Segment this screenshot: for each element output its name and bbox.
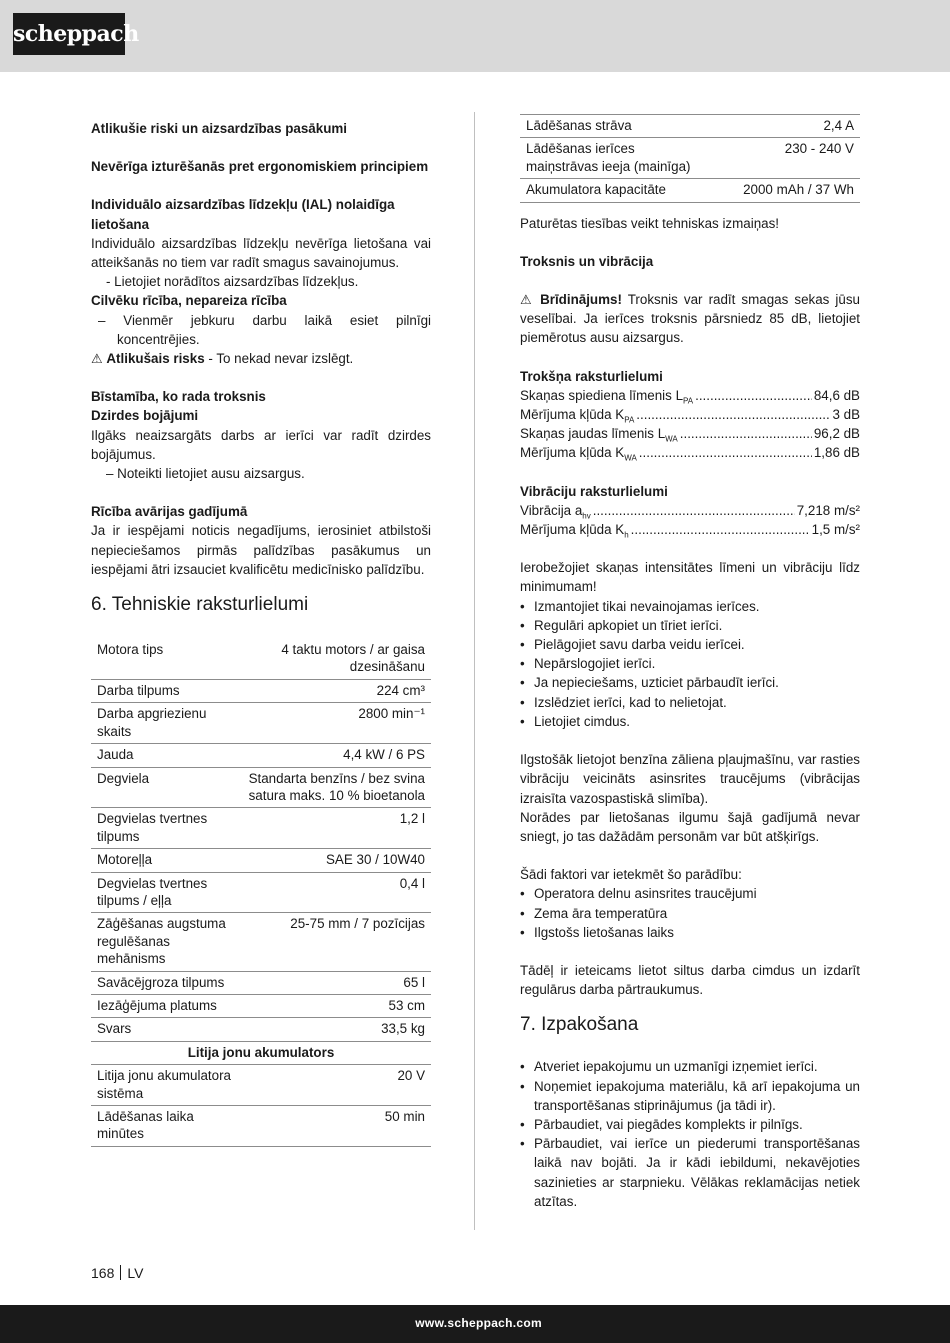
charger-specs-table <box>520 114 860 203</box>
spec-label: Motora tips <box>91 637 241 679</box>
column-divider <box>474 112 475 1230</box>
table-subheader <box>91 1041 431 1064</box>
heading-residual-risks: Atlikušie riski un aizsardzības pasākumi <box>91 121 348 136</box>
spec-label: Degvielas tvertnes tilpums <box>91 808 241 849</box>
table-row <box>91 1106 431 1147</box>
list-item-ppe: - Lietojiet norādītos aizsardzības līdzekļus. <box>106 274 359 290</box>
warning-icon: ⚠ <box>520 292 534 308</box>
noise-label: Skaņas jaudas līmenis $L_{WA}$ <box>520 426 678 444</box>
paragraph-limit: Ierobežojiet skaņas intensitātes līmeni un vibrāciju līdz minimumam! <box>520 560 860 595</box>
list-item: • Noņemiet iepakojuma materiālu, kā arī iepakojuma un transportēšanas stiprinājumus (ja tādi ir). <box>520 1077 860 1115</box>
heading-hearing-damage: Dzirdes bojājumi <box>91 408 199 424</box>
spec-value: 1,2 l <box>241 808 431 849</box>
spec-label: Degviela <box>91 767 241 808</box>
table-row <box>91 971 431 994</box>
residual-risk-line <box>91 349 431 368</box>
table-row <box>520 138 860 179</box>
heading-ergonomics: Nevērīga izturēšanās pret ergonomiskiem principiem <box>91 159 429 175</box>
noise-label: Mērījuma kļūda $K_{WA}$ <box>520 445 637 464</box>
list-item: • Atveriet iepakojumu un uzmanīgi izņemiet ierīci. <box>520 1057 860 1076</box>
table-row <box>91 679 431 702</box>
list-item: • Operatora delnu asinsrites traucējumi <box>520 884 860 903</box>
table-row <box>91 637 431 679</box>
table-row <box>91 849 431 872</box>
right-column <box>520 114 860 1211</box>
heading-ppe: Individuālo aizsardzības līdzekļu (IAL) nolaidīga lietošana <box>91 197 395 232</box>
paragraph-hearing: Ilgāks neaizsargāts darbs ar ierīci var radīt dzirdes bojājumus. <box>91 427 431 462</box>
vibration-label: Mērījuma kļūda $K_h$ <box>520 522 629 540</box>
spec-label: Akumulatora kapacitāte <box>520 179 697 202</box>
warning-icon: ⚠ <box>91 351 103 367</box>
list-item: • Pārbaudiet, vai piegādes komplekts ir pilnīgs. <box>520 1115 860 1134</box>
list-item: • Regulāri apkopiet un tīriet ierīci. <box>520 616 860 635</box>
list-item: • Zema āra temperatūra <box>520 904 860 923</box>
paragraph-rights: Paturētas tiesības veikt tehniskas izmaiņas! <box>520 215 780 231</box>
section-6-title: 6. Tehniskie raksturlielumi <box>91 594 309 616</box>
warning-paragraph <box>520 290 860 348</box>
spec-label: Lādēšanas laika minūtes <box>91 1106 241 1147</box>
table-row <box>520 179 860 202</box>
list-item <box>520 501 860 520</box>
spec-value: 20 V <box>241 1065 431 1106</box>
spec-value: 2,4 A <box>697 115 860 138</box>
paragraph-emergency: Ja ir iespējami noticis negadījums, ierosiniet atbilstoši nepieciešamos pirmās palīdzības pasākumus un iespējami ātri izsauciet kvalificētu medicīnisko palīdzību. <box>91 523 431 577</box>
battery-header: Litija jonu akumulators <box>91 1041 431 1064</box>
spec-label: Lādēšanas strāva <box>520 115 697 138</box>
spec-label: Iezāģējuma platums <box>91 994 241 1017</box>
spec-value: 53 cm <box>241 994 431 1017</box>
vibration-label: Vibrācija $a_{hv}$ <box>520 502 591 521</box>
page-header <box>0 0 950 72</box>
spec-value: 4 taktu motors / ar gaisa dzesināšanu <box>241 637 431 679</box>
paragraph-factors: Šādi faktori var ietekmēt šo parādību: <box>520 867 742 883</box>
heading-human-behavior: Cilvēku rīcība, nepareiza rīcība <box>91 293 287 309</box>
table-row <box>91 1018 431 1041</box>
noise-label: Mērījuma kļūda $K_{PA}$ <box>520 407 635 425</box>
list-item: • Pārbaudiet, vai ierīce un piederumi transportēšanas laikā nav bojāti. Ja ir kādi iebildumi, nekavējoties sazinieties ar starpnieku. Vēlākas reklamācijas netiek atzītas. <box>520 1134 860 1211</box>
page-footer <box>0 1305 950 1343</box>
warning-text: Troksnis var radīt smagas sekas jūsu veselībai. Ja ierīces troksnis pārsniedz 85 dB, lietojiet piemērotus ausu aizsargus. <box>520 292 860 346</box>
heading-noise-danger: Bīstamība, ko rada troksnis <box>91 389 266 405</box>
list-item <box>520 405 860 424</box>
list-item <box>520 520 860 539</box>
spec-label: Savācējgroza tilpums <box>91 971 241 994</box>
table-row <box>91 808 431 849</box>
noise-value: 3 dB <box>832 407 860 423</box>
heading-noise-vibration: Troksnis un vibrācija <box>520 253 654 269</box>
left-column <box>91 119 431 1147</box>
table-row <box>91 744 431 767</box>
list-factors <box>520 884 860 942</box>
spec-value: 65 l <box>241 971 431 994</box>
spec-label: Motoreļļa <box>91 849 241 872</box>
heading-noise-characteristics: Trokšņa raksturlielumi <box>520 368 663 384</box>
spec-label: Lādēšanas ierīces maiņstrāvas ieeja (mainīga) <box>520 138 697 179</box>
residual-risk-text: - To nekad nevar izslēgt. <box>204 351 354 367</box>
spec-value: SAE 30 / 10W40 <box>241 849 431 872</box>
table-row <box>91 767 431 808</box>
list-item: • Nepārslogojiet ierīci. <box>520 654 860 673</box>
list-item: • Ja nepieciešams, uzticiet pārbaudīt ierīci. <box>520 673 860 692</box>
spec-label: Zāģēšanas augstuma regulēšanas mehānisms <box>91 913 241 971</box>
spec-value: 224 cm³ <box>241 679 431 702</box>
spec-value: Standarta benzīns / bez svina satura maks. 10 % bioetanola <box>241 767 431 808</box>
language-code: LV <box>127 1265 144 1281</box>
noise-label: Skaņas spiediena līmenis $L_{PA}$ <box>520 387 694 406</box>
list-item: • Izslēdziet ierīci, kad to nelietojat. <box>520 693 860 712</box>
list-item: • Izmantojiet tikai nevainojamas ierīces. <box>520 597 860 616</box>
residual-risk-label: Atlikušais risks <box>106 351 205 367</box>
list-unpacking <box>520 1057 860 1211</box>
list-item: • Lietojiet cimdus. <box>520 712 860 731</box>
table-row <box>91 1065 431 1106</box>
spec-value: 25-75 mm / 7 pozīcijas <box>241 913 431 971</box>
spec-label: Jauda <box>91 744 241 767</box>
heading-emergency: Rīcība avārijas gadījumā <box>91 504 248 520</box>
table-row <box>91 872 431 913</box>
spec-value: 2000 mAh / 37 Wh <box>697 179 860 202</box>
list-recommendations <box>520 597 860 731</box>
scheppach-logo: scheppach <box>13 13 125 55</box>
spec-label: Svars <box>91 1018 241 1041</box>
paragraph-long-use: Ilgstošāk lietojot benzīna zāliena pļaujmašīnu, var rasties vibrāciju veicināts asinsrites traucējums (vibrācijas izraisīta vazospastiskā slimība). <box>520 752 860 806</box>
list-item <box>520 424 860 443</box>
list-item-concentrate: – Vienmēr jebkuru darbu laikā esiet pilnīgi koncentrējies. <box>98 312 431 347</box>
table-row <box>91 994 431 1017</box>
paragraph-ppe: Individuālo aizsardzības līdzekļu nevērīga lietošana vai atteikšanās no tiem var radīt smagus savainojumus. <box>91 235 431 271</box>
warning-label: Brīdinājums! <box>540 292 622 308</box>
table-row <box>91 703 431 744</box>
paragraph-gloves: Tādēļ ir ieteicams lietot siltus darba cimdus un izdarīt regulārus darba pārtraukumus. <box>520 962 860 998</box>
table-row <box>520 115 860 138</box>
spec-label: Darba apgriezienu skaits <box>91 703 241 744</box>
table-row <box>91 913 431 971</box>
spec-value: 230 - 240 V <box>697 138 860 179</box>
list-item-ear-protection: – Noteikti lietojiet ausu aizsargus. <box>106 466 305 482</box>
spec-label: Degvielas tvertnes tilpums / eļļa <box>91 872 241 913</box>
spec-label: Darba tilpums <box>91 679 241 702</box>
website-link[interactable]: www.scheppach.com <box>415 1316 542 1330</box>
list-item <box>520 443 860 462</box>
spec-value: 2800 min⁻¹ <box>241 703 431 744</box>
list-item: • Pielāgojiet savu darba veidu ierīcei. <box>520 635 860 654</box>
list-item: • Ilgstošs lietošanas laiks <box>520 923 860 942</box>
spec-label: Litija jonu akumulatora sistēma <box>91 1065 241 1106</box>
section-7-title: 7. Izpakošana <box>520 1014 639 1036</box>
noise-value: 1,86 dB <box>813 445 860 461</box>
list-item <box>520 386 860 405</box>
vibration-value: 1,5 m/s² <box>811 522 860 538</box>
heading-vibration-characteristics: Vibrāciju raksturlielumi <box>520 483 668 499</box>
page-number: 168 LV <box>91 1265 144 1281</box>
noise-value: 84,6 dB <box>813 387 860 403</box>
spec-value: 0,4 l <box>241 872 431 913</box>
spec-value: 33,5 kg <box>241 1018 431 1041</box>
vibration-value: 7,218 m/s² <box>796 502 860 518</box>
paragraph-long-use-2: Norādes par lietošanas ilgumu šajā gadījumā nevar sniegt, jo tas dažādām personām var būt atšķirīgs. <box>520 809 860 844</box>
noise-value: 96,2 dB <box>813 426 860 442</box>
spec-value: 4,4 kW / 6 PS <box>241 744 431 767</box>
technical-specs-table <box>91 637 431 1147</box>
spec-value: 50 min <box>241 1106 431 1147</box>
